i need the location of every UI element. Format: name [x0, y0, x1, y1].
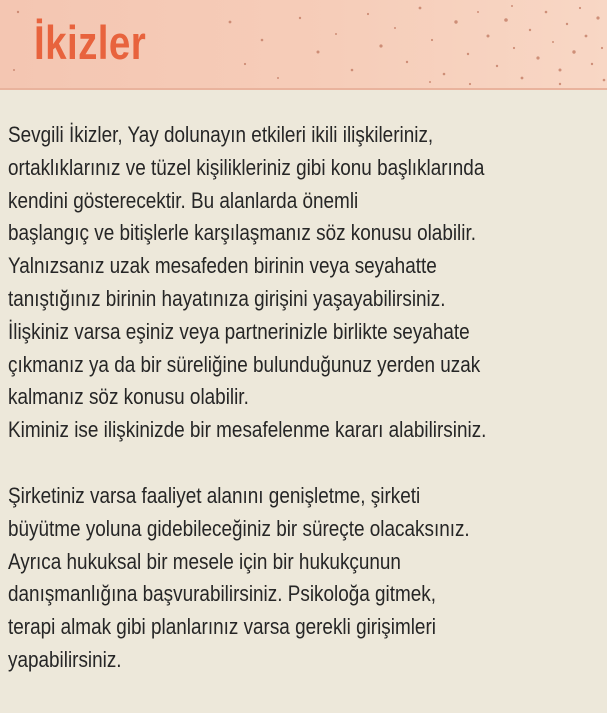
text-line: kalmanız söz konusu olabilir. — [8, 384, 249, 410]
text-line: ortaklıklarınız ve tüzel kişilikleriniz gibi konu başlıklarında — [8, 154, 485, 180]
text-line: tanıştığınız birinin hayatınıza girişini yaşayabilirsiniz. — [8, 285, 446, 311]
text-line: Yalnızsanız uzak mesafeden birinin veya seyahatte — [8, 253, 437, 279]
text-line: büyütme yoluna gidebileceğiniz bir süreçte olacaksınız. — [8, 515, 470, 541]
text-line: İlişkiniz varsa eşiniz veya partnerinizle birlikte seyahate — [8, 318, 470, 344]
text-line: çıkmanız ya da bir süreliğine bulunduğunuz yerden uzak — [8, 351, 481, 377]
paragraph-spacer — [8, 447, 607, 480]
paragraph-business — [8, 480, 607, 677]
text-line: terapi almak gibi planlarınız varsa gerekli girişimleri — [8, 614, 436, 640]
text-line: danışmanlığına başvurabilirsiniz. Psikoloğa gitmek, — [8, 581, 437, 607]
text-line: kendini gösterecektir. Bu alanlarda önemli — [8, 187, 359, 213]
header-banner — [0, 0, 607, 88]
text-line: Ayrıca hukuksal bir mesele için bir hukukçunun — [8, 548, 401, 574]
horoscope-text — [8, 119, 607, 677]
paragraph-relationships — [8, 119, 607, 447]
text-line: Sevgili İkizler, Yay dolunayın etkileri ikili ilişkileriniz, — [8, 122, 434, 147]
text-line: başlangıç ve bitişlerle karşılaşmanız söz konusu olabilir. — [8, 220, 476, 246]
text-line: yapabilirsiniz. — [8, 646, 122, 672]
page-title: İkizler — [34, 16, 147, 69]
header-divider — [0, 88, 607, 90]
text-line: Şirketiniz varsa faaliyet alanını genişletme, şirketi — [8, 482, 421, 508]
text-line: Kiminiz ise ilişkinizde bir mesafelenme kararı alabilirsiniz. — [8, 417, 487, 443]
